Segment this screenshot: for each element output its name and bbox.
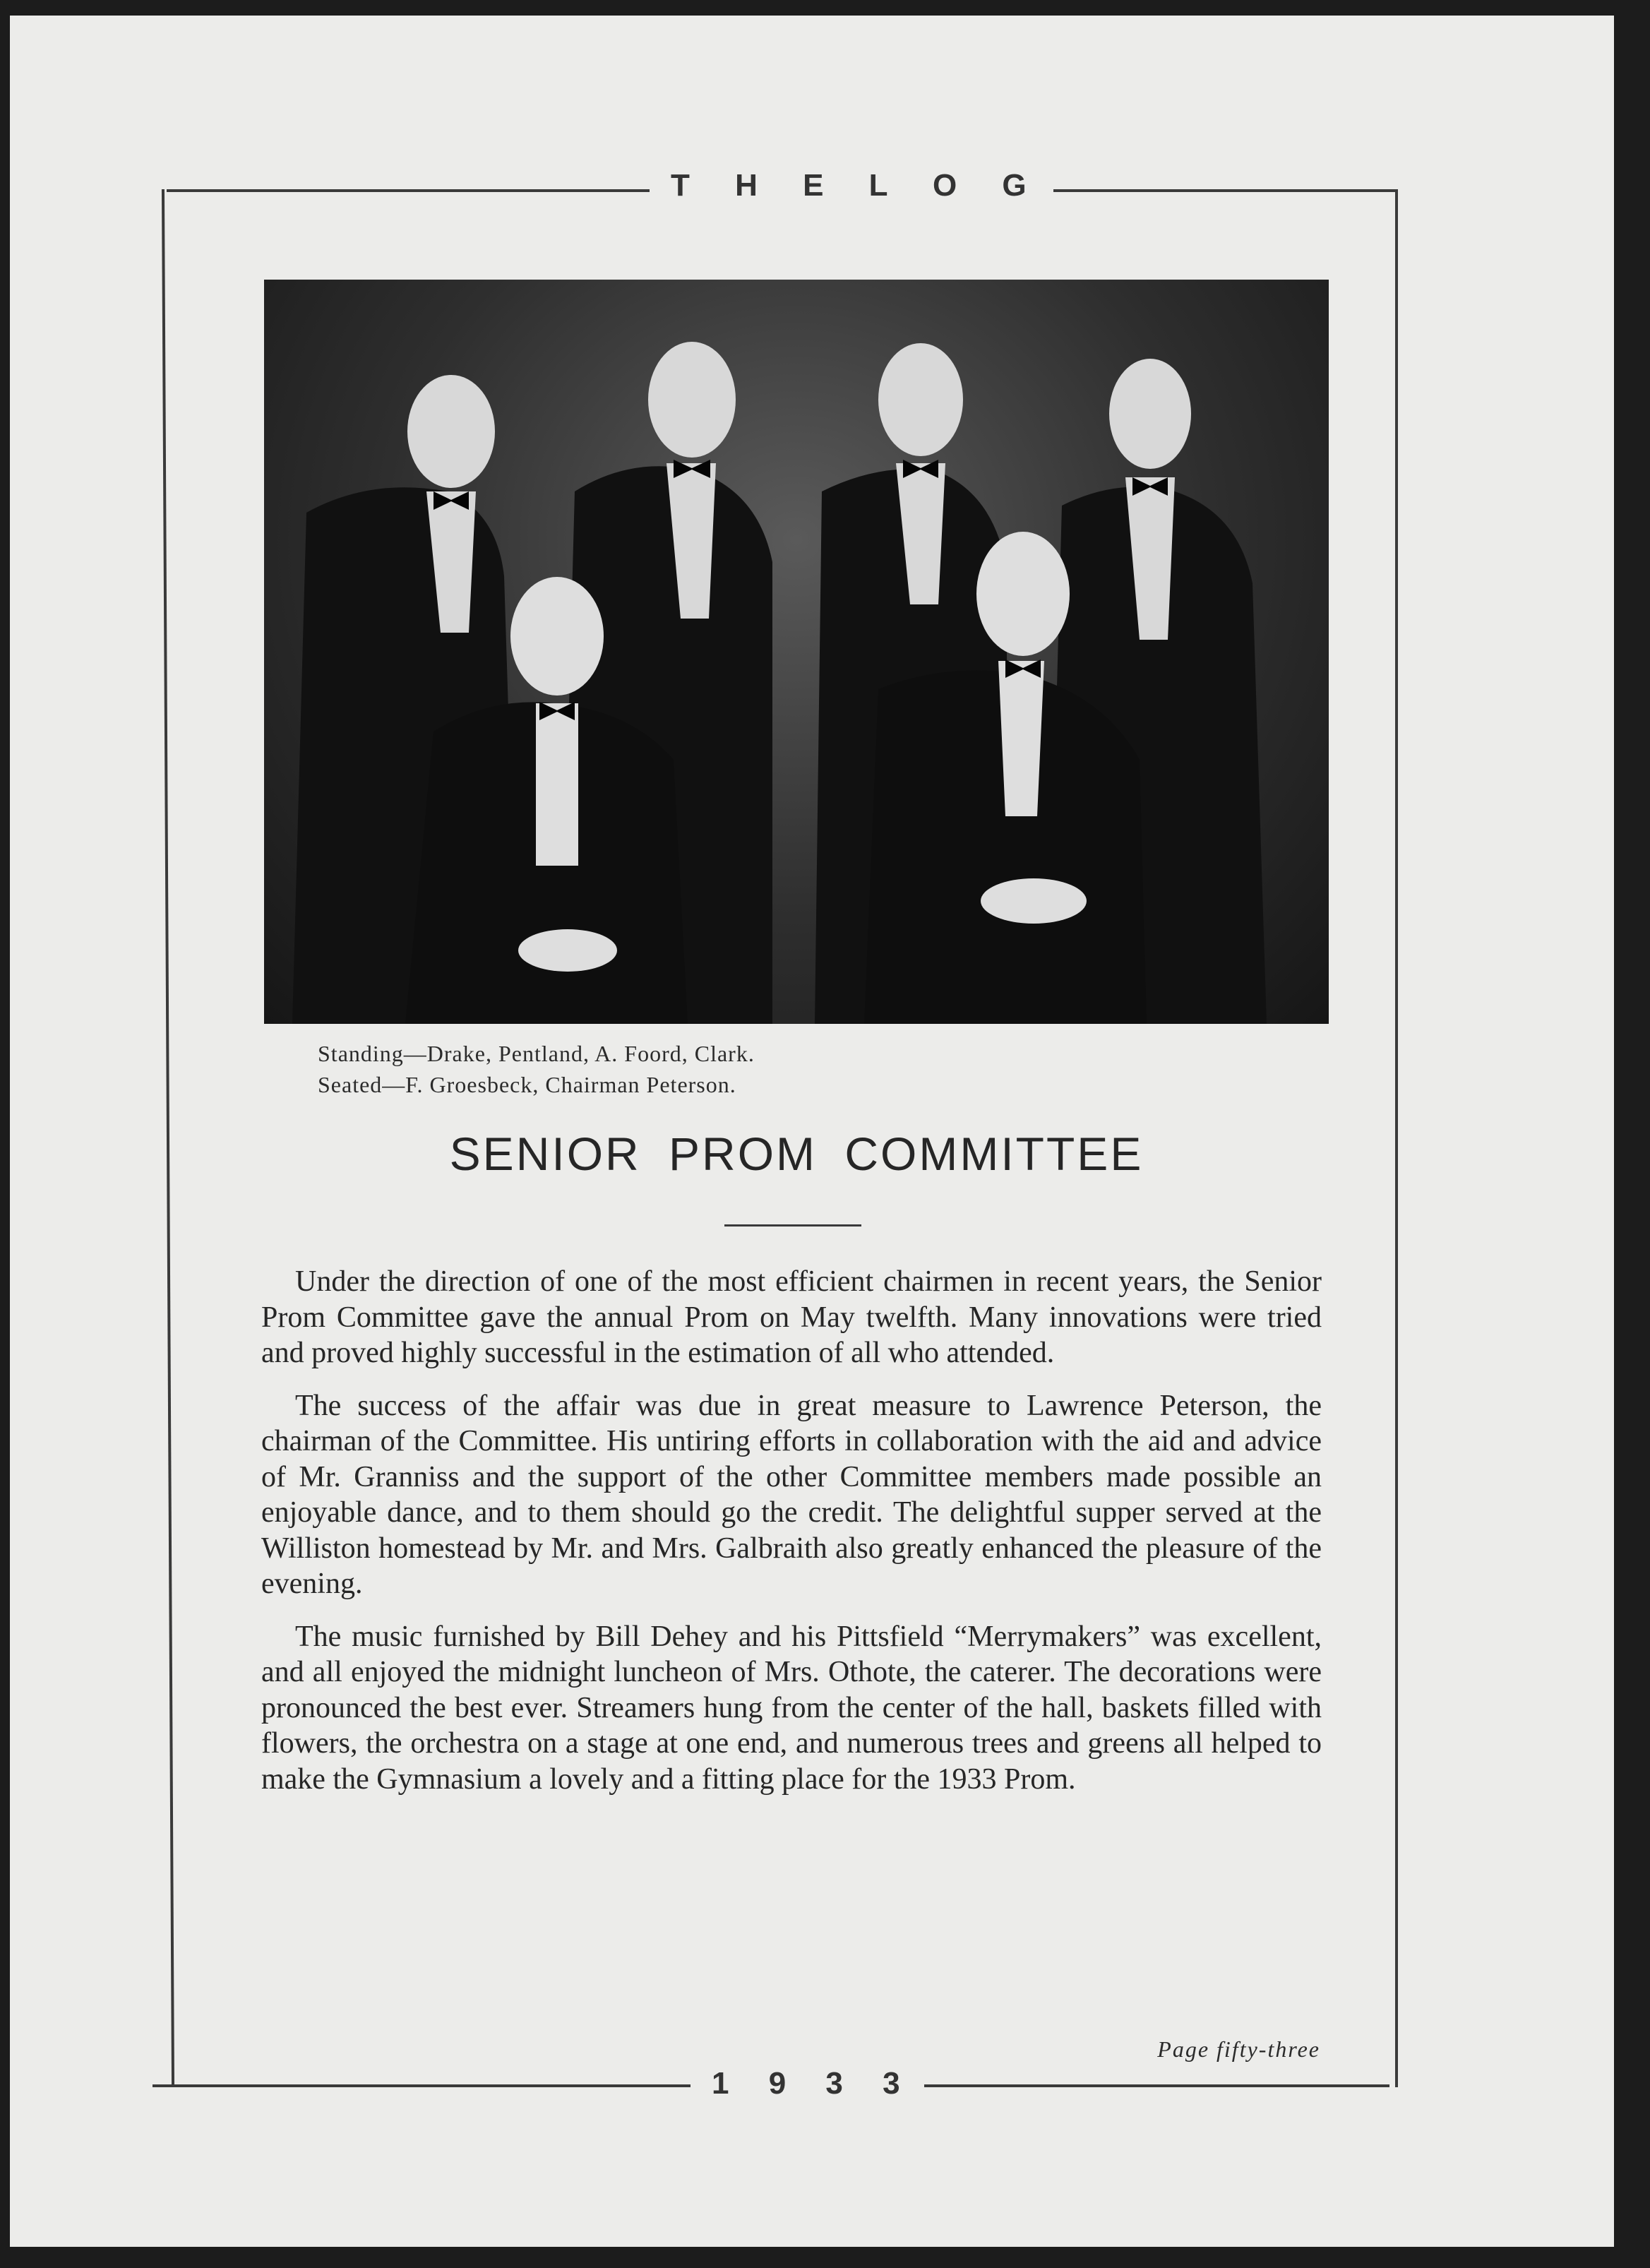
article-paragraph: Under the direction of one of the most efficient chairmen in recent years, the Senior Prom Committee gave the annual Prom on May twelfth. Many innovations were tried and proved highly successful in the estimation of all who attended.: [261, 1265, 1322, 1369]
photo-caption-seated: Seated—F. Groesbeck, Chairman Peterson.: [318, 1072, 736, 1097]
article-paragraph: The music furnished by Bill Dehey and his Pittsfield “Merrymakers” was excellent, and all enjoyed the midnight luncheon of Mrs. Othote, the caterer. The decorations were pronounced the best ever. Streamers hung from the center of the hall, baskets filled with flowers, the orchestra on a stage at one end, and numerous trees and greens all helped to make the Gymnasium a lovely and a fitting place for the 1933 Prom.: [261, 1620, 1322, 1796]
article-paragraph: The success of the affair was due in great measure to Lawrence Peterson, the chairman of the Committee. His untiring efforts in collaboration with the aid and advice of Mr. Granniss and the support of the other Committee members made possible an enjoyable dance, and to them should go the credit. The delightful supper served at the Williston homestead by Mr. and Mrs. Galbraith also greatly enhanced the pleasure of the evening.: [261, 1389, 1322, 1600]
photo-caption-standing: Standing—Drake, Pentland, A. Foord, Clark.: [318, 1041, 755, 1066]
group-portrait-illustration: [264, 280, 1329, 1024]
committee-photograph: [264, 280, 1329, 1024]
footer-year: 1 9 3 3: [691, 2066, 924, 2101]
article-title: SENIOR PROM COMMITTEE: [449, 1128, 1144, 1180]
article-body: [261, 1264, 1322, 1814]
frame-right-rule: [1395, 192, 1398, 2087]
page-number: Page fifty-three: [1157, 2036, 1320, 2062]
running-title: T H E L O G: [650, 168, 1053, 203]
title-underline: [724, 1224, 861, 1226]
